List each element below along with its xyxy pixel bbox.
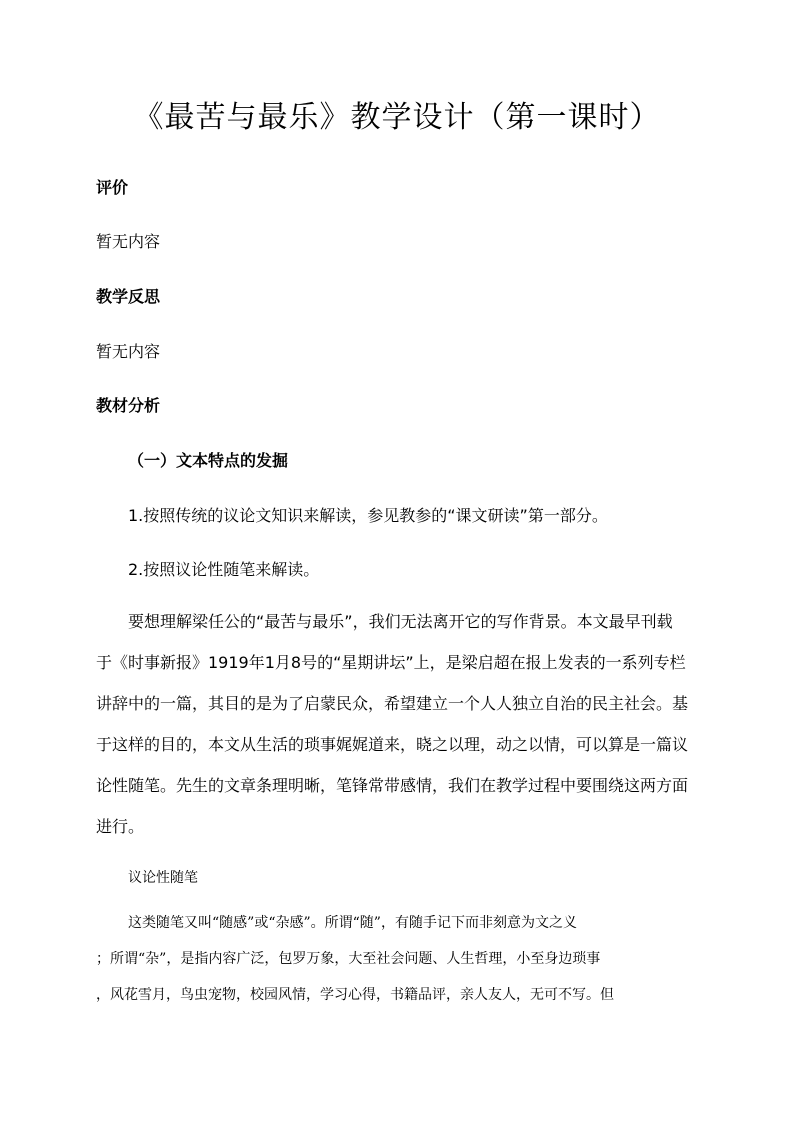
analysis-subheading: （一）文本特点的发掘 (128, 451, 289, 470)
quote-paragraph (96, 912, 696, 1020)
paragraph-line: 进行。 (96, 817, 145, 836)
quote-line: ，风花雪月，鸟虫宠物，校园风情，学习心得，书籍品评，亲人友人，无可不写。但 (96, 987, 614, 1003)
paragraph-line: 论性随笔。先生的文章条理明晰，笔锋常带感情，我们在教学过程中要围绕这两方面 (96, 776, 689, 795)
quote-label: 议论性随笔 (128, 870, 198, 886)
paragraph-line: 讲辞中的一篇，其目的是为了启蒙民众，希望建立一个人人独立自治的民主社会。基 (96, 694, 689, 713)
evaluation-content: 暂无内容 (96, 232, 161, 251)
analysis-item-2: 2.按照议论性随笔来解读。 (128, 560, 320, 579)
paragraph-line: 于《时事新报》1919年1月8号的“星期讲坛”上，是梁启超在报上发表的一系列专栏 (96, 653, 686, 672)
section-heading-evaluation: 评价 (96, 178, 129, 197)
reflection-content: 暂无内容 (96, 342, 161, 361)
section-heading-analysis: 教材分析 (96, 396, 161, 415)
background-paragraph (96, 610, 692, 856)
section-heading-reflection: 教学反思 (96, 287, 161, 306)
paragraph-line: 于这样的目的，本文从生活的琐事娓娓道来，晓之以理，动之以情，可以算是一篇议 (96, 735, 689, 754)
quote-line: ；所谓“杂”，是指内容广泛，包罗万象，大至社会问题、人生哲理，小至身边琐事 (96, 951, 601, 967)
quote-line: 这类随笔又叫“随感”或“杂感”。所谓“随”，有随手记下而非刻意为文之义 (128, 915, 577, 931)
document-title: 《最苦与最乐》教学设计（第一课时） (133, 100, 661, 135)
paragraph-line: 要想理解梁任公的“最苦与最乐”，我们无法离开它的写作背景。本文最早刊载 (128, 612, 673, 631)
analysis-item-1: 1.按照传统的议论文知识来解读，参见教参的“课文研读”第一部分。 (128, 506, 608, 525)
